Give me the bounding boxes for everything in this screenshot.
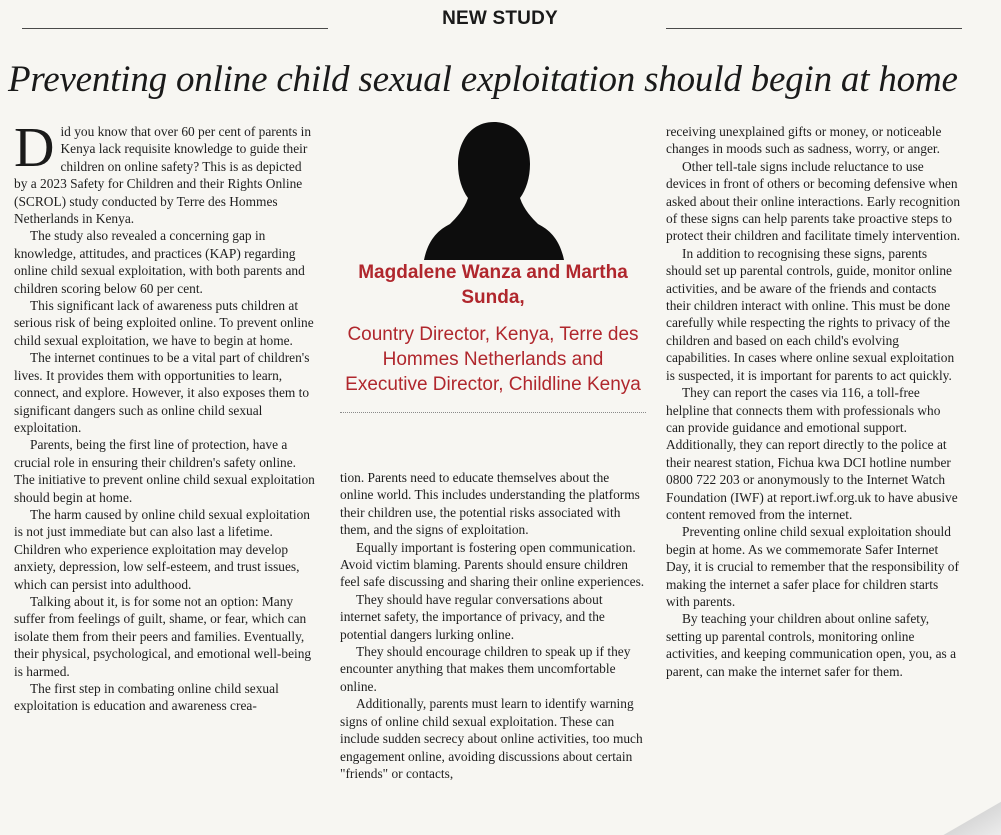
paragraph: Parents, being the first line of protection, have a crucial role in ensuring their children's safety online. The initiative to prevent online child sexual exploitation should begin at home. [14,437,315,505]
headline: Preventing online child sexual exploitation should begin at home [8,59,958,100]
paragraph: Preventing online child sexual exploitation should begin at home. As we commemorate Safer Internet Day, it is crucial to remember that the responsibility of making the internet a safer place for children starts with parents. [666,524,959,609]
article-column-2 [340,469,646,782]
author-names: Magdalene Wanza and Martha Sunda, [358,262,628,308]
section-label: NEW STUDY [442,8,558,29]
paragraph-text: id you know that over 60 per cent of parents in Kenya lack requisite knowledge to guide their children on online safety? This is as depicted by a 2023 Safety for Children and their Rights Online (SCROL) study conducted by Terre des Hommes Netherlands in Kenya. [14,124,312,227]
paragraph: In addition to recognising these signs, parents should set up parental controls, guide, monitor online activities, and be aware of the friends and contacts their children interact with online. This must be done carefully while respecting the rights to privacy of the children and based on each child's evolving capabilities. In cases where online sexual exploitation is suspected, it is important for parents to act quickly. [666,245,955,383]
header-rule-left [22,28,328,29]
paragraph: They can report the cases via 116, a toll-free helpline that connects them with professionals who can provide guidance and emotional support. Additionally, they can report directly to the police at their nearest station, Fichua kwa DCI hotline number 0800 722 203 or anonymously to the Internet Watch Foundation (IWF) at report.iwf.org.uk to have abusive content removed from the internet. [666,385,958,522]
paragraph: The first step in combating online child sexual exploitation is education and awareness crea- [14,681,279,714]
paragraph: Talking about it, is for some not an option: Many suffer from feelings of guilt, shame, or fear, which can isolate them from their peers and families. Eventually, their physical, psychological, and emotional well-being is harmed. [14,593,312,679]
paragraph: By teaching your children about online safety, setting up parental controls, monitoring online activities, and keeping communication open, you, as a parent, can make the internet safer for them. [666,611,957,679]
paragraph: The study also revealed a concerning gap in knowledge, attitudes, and practices (KAP) regarding online child sexual exploitation, with both parents and children scoring below 60 per cent. [14,228,305,296]
paragraph: The internet continues to be a vital part of children's lives. It provides them with opportunities to learn, connect, and explore. However, it also exposes them to significant dangers such as online child sexual exploitation. [14,350,310,435]
author-byline [340,118,646,416]
paragraph: Equally important is fostering open communication. Avoid victim blaming. Parents should ensure children feel safe discussing and sharing their online experiences. [340,539,645,590]
paragraph: Additionally, parents must learn to identify warning signs of online child sexual exploitation. These can include sudden secrecy about online activities, too much engagement online, avoiding discussions about certain "friends" or contacts, [340,696,643,781]
dropcap: D [14,117,55,179]
paragraph [14,117,316,227]
article-column-1 [14,117,316,715]
article-column-3 [666,123,962,680]
byline-divider [340,412,646,413]
paragraph: receiving unexplained gifts or money, or noticeable changes in moods such as sadness, worry, or anger. [666,124,942,157]
paragraph: The harm caused by online child sexual exploitation is not just immediate but can also last a lifetime. Children who experience exploitation may develop anxiety, depression, low self-esteem, and trust issues, which can persist into adulthood. [14,506,311,592]
paragraph: This significant lack of awareness puts children at serious risk of being exploited online. To prevent online child sexual exploitation, we have to begin at home. [14,298,314,348]
header-rule-right [666,28,962,29]
author-role: Country Director, Kenya, Terre des Hommes Netherlands and Executive Director, Childline Kenya [345,324,641,395]
paragraph: They should have regular conversations about internet safety, the importance of privacy, and the potential dangers lurking online. [340,591,605,642]
paragraph: They should encourage children to speak up if they encounter anything that makes them uncomfortable online. [340,644,631,694]
page-curl [941,795,1001,835]
paragraph: Other tell-tale signs include reluctance to use devices in front of others or becoming defensive when asked about their online interactions. Early recognition of these signs can help parents take proactive steps to protect their children and facilitate timely intervention. [666,158,961,244]
author-silhouette-icon [420,118,568,260]
paragraph: tion. Parents need to educate themselves about the online world. This includes understanding the platforms their children use, the potential risks associated with them, and the signs of exploitation. [340,470,640,538]
